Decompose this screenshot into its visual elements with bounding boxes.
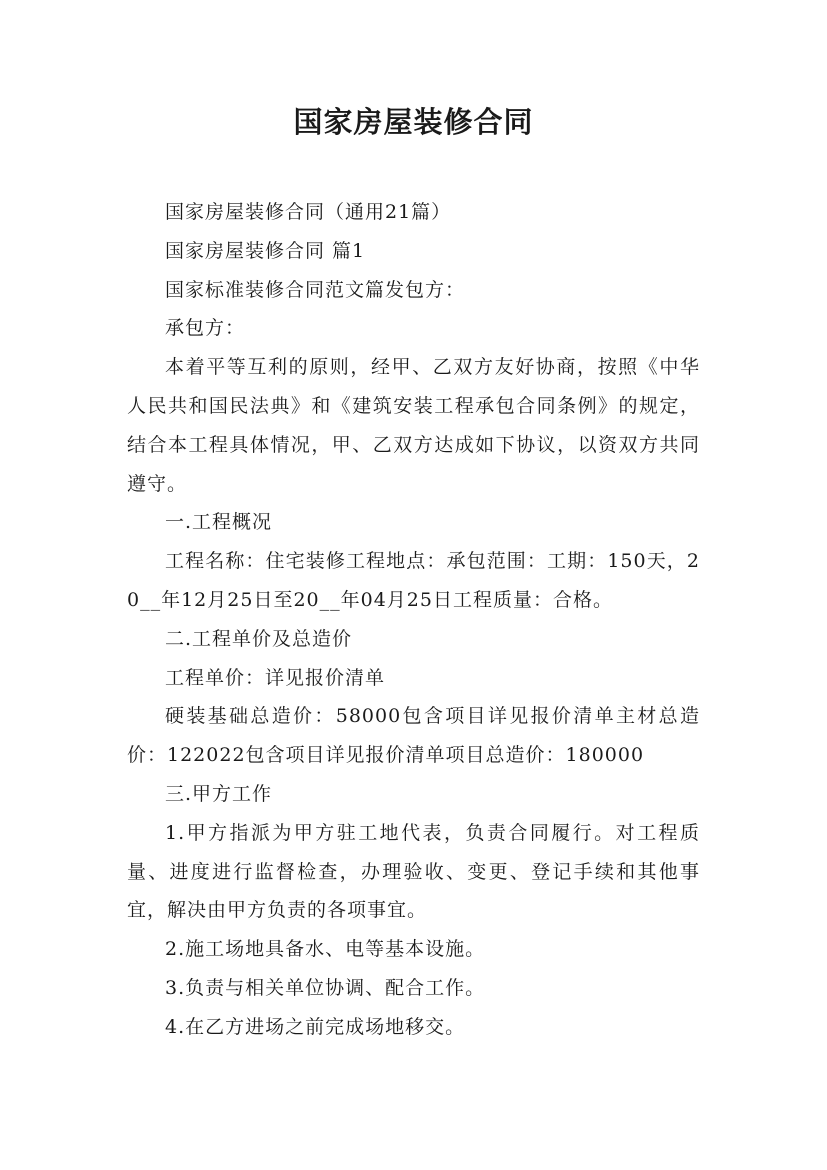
paragraph-duty-4: 4.在乙方进场之前完成场地移交。 xyxy=(165,1015,466,1038)
heading-party-a-duties: 三.甲方工作 xyxy=(165,782,273,805)
document-body xyxy=(127,193,700,1047)
paragraph-preamble: 本着平等互利的原则，经甲、乙双方友好协商，按照《中华人民共和国民法典》和《建筑安装工程承包合同条例》的规定，结合本工程具体情况，甲、乙双方达成如下协议，以资双方共同遵守。 xyxy=(127,356,700,495)
document-title: 国家房屋装修合同 xyxy=(293,105,534,139)
heading-project-overview: 一.工程概况 xyxy=(165,511,273,534)
heading-unit-price-total: 二.工程单价及总造价 xyxy=(165,627,353,650)
paragraph-duty-3: 3.负责与相关单位协调、配合工作。 xyxy=(165,976,486,999)
paragraph-project-details: 工程名称：住宅装修工程地点：承包范围：工期：150天，20__年12月25日至20__年04月25日工程质量：合格。 xyxy=(127,550,700,611)
paragraph-unit-price: 工程单价：详见报价清单 xyxy=(165,666,386,689)
paragraph-collection-title: 国家房屋装修合同（通用21篇） xyxy=(165,201,452,223)
paragraph-duty-1: 1.甲方指派为甲方驻工地代表，负责合同履行。对工程质量、进度进行监督检查，办理验收、变更、登记手续和其他事宜，解决由甲方负责的各项事宜。 xyxy=(127,821,700,922)
paragraph-employer: 国家标准装修合同范文篇发包方： xyxy=(165,278,466,301)
paragraph-contractor: 承包方： xyxy=(165,317,246,340)
paragraph-total-cost: 硬装基础总造价：58000包含项目详见报价清单主材总造价：122022包含项目详见报价清单项目总造价：180000 xyxy=(127,705,700,767)
paragraph-section-heading: 国家房屋装修合同 篇1 xyxy=(165,239,366,262)
paragraph-duty-2: 2.施工场地具备水、电等基本设施。 xyxy=(165,938,486,961)
